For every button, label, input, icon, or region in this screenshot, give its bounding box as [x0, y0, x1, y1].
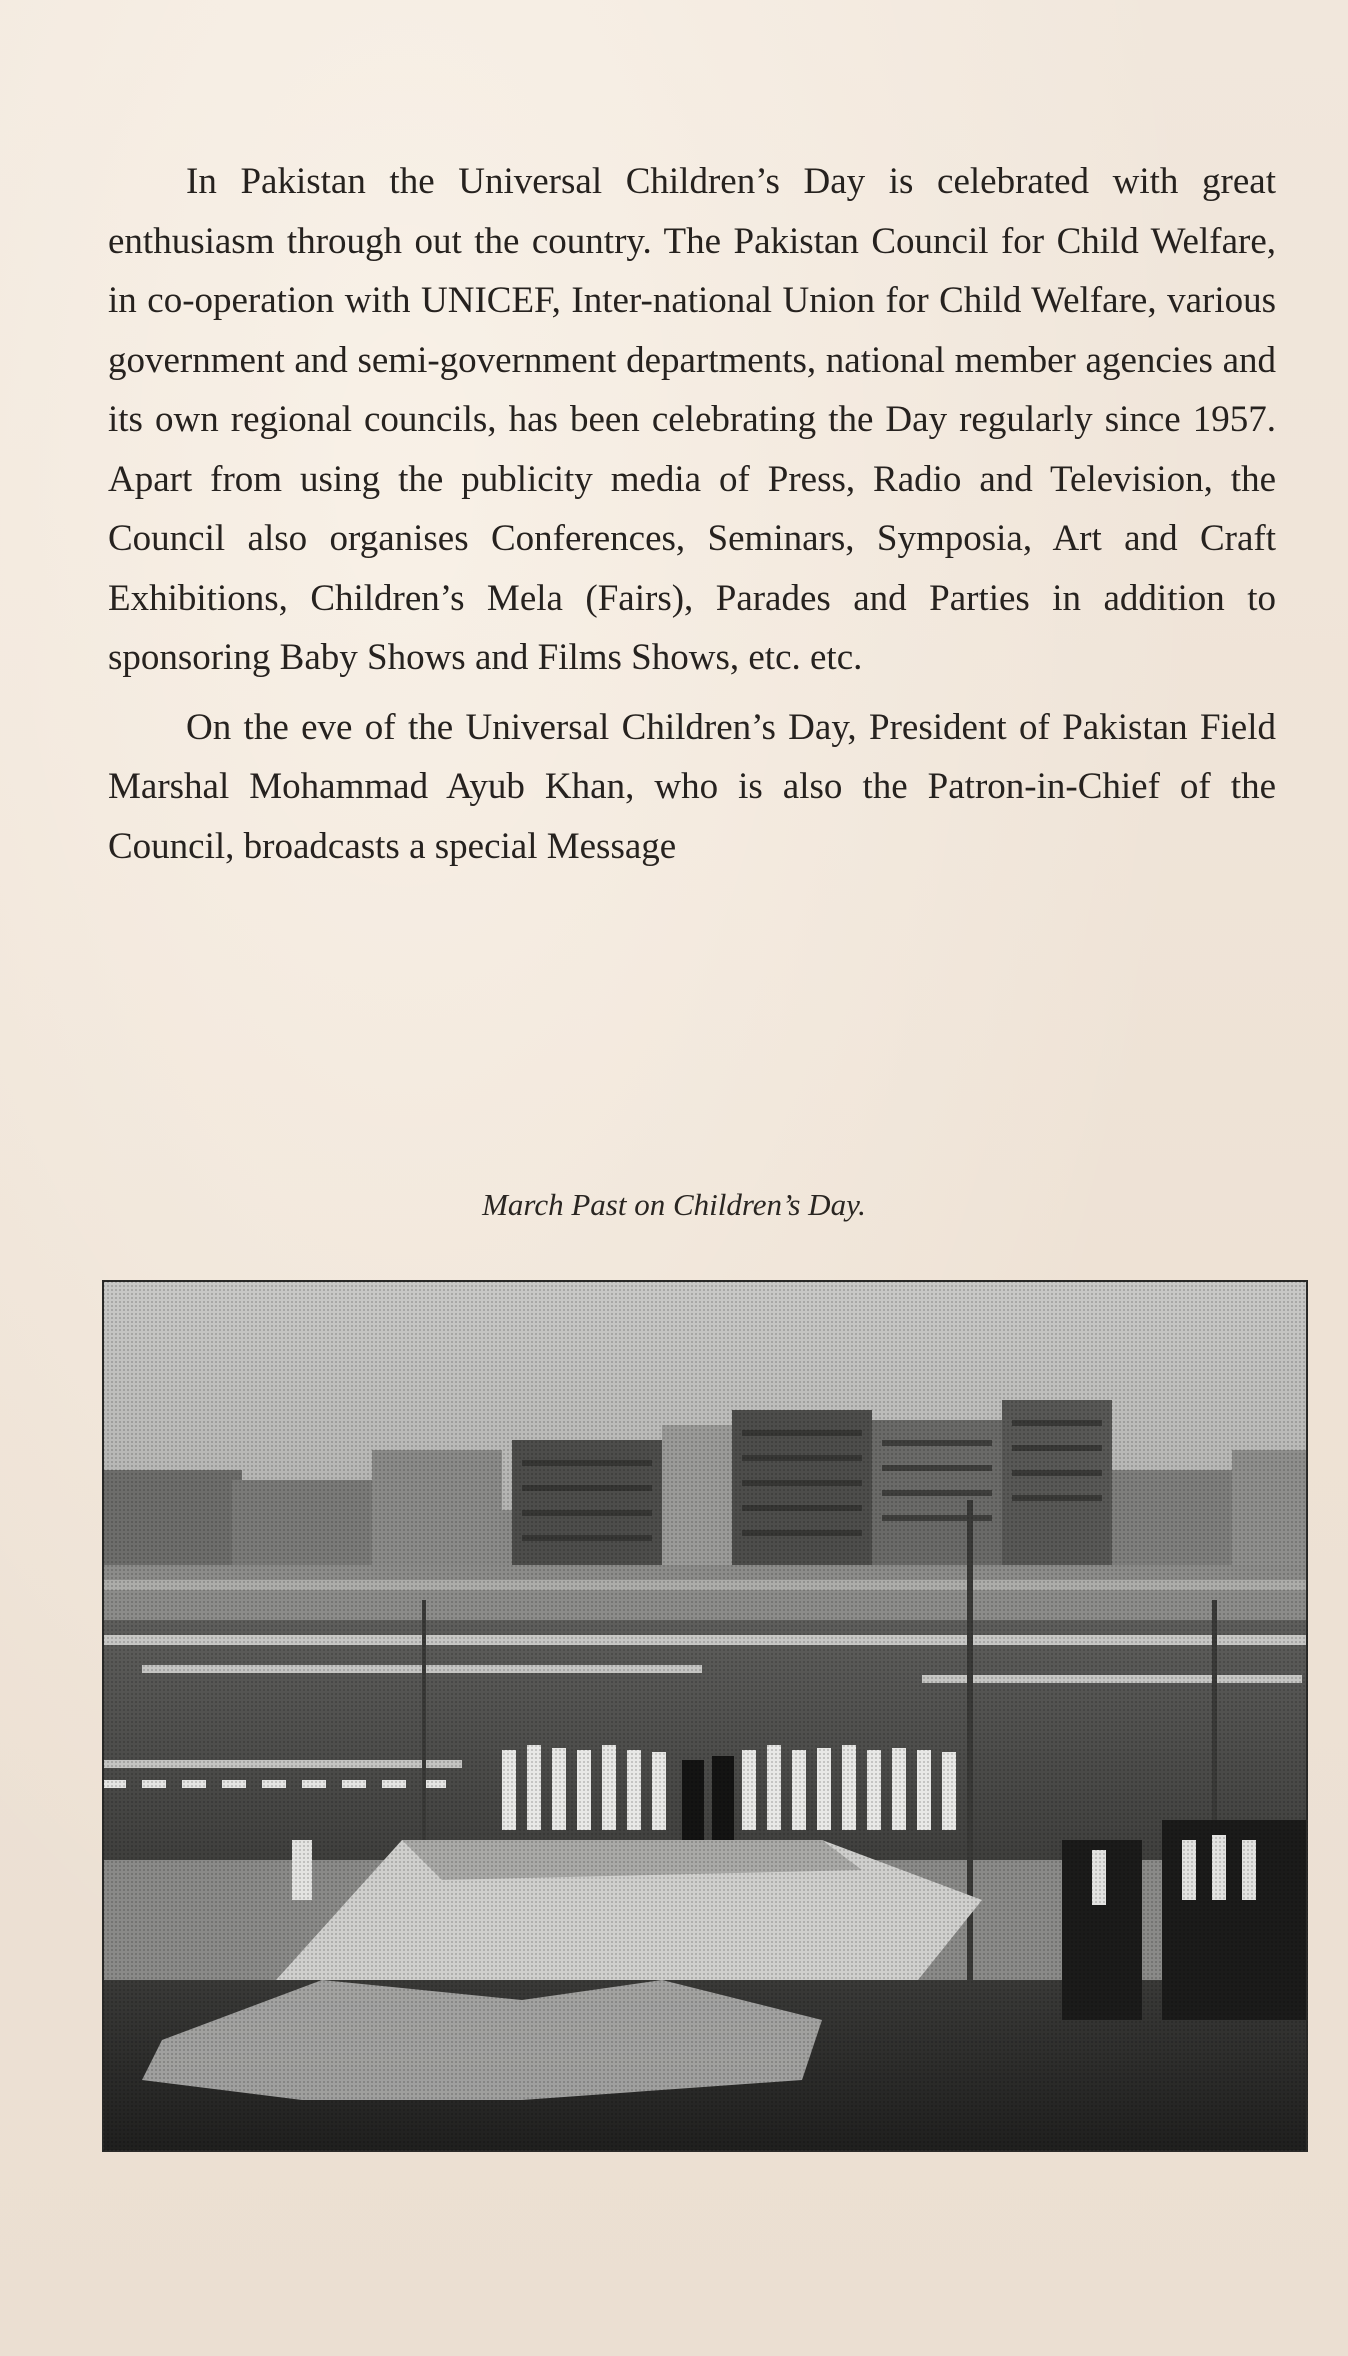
photo-caption: March Past on Children’s Day.	[482, 1187, 866, 1222]
paragraph-1: In Pakistan the Universal Children’s Day is celebrated with great enthusiasm through out the country. The Pakistan Council for Child Welfare, in co-operation with UNICEF, Inter-national Union for Child Welfare, various government and semi-government departments, national member agencies and its own regional councils, has been celebrating the Day regularly since 1957. Apart from using the publicity media of Press, Radio and Television, the Council also organises Conferences, Seminars, Symposia, Art and Craft Exhibitions, Children’s Mela (Fairs), Parades and Parties in addition to sponsoring Baby Shows and Films Shows, etc. etc.	[108, 161, 1276, 678]
photo-illustration	[102, 1280, 1308, 2152]
paragraph-2: On the eve of the Universal Children’s Day, President of Pakistan Field Marshal Mohammad Ayub Khan, who is also the Patron-in-Chief of the Council, broadcasts a special Message	[108, 706, 1276, 867]
body-text	[108, 152, 1276, 886]
march-past-photo	[102, 1280, 1308, 2152]
